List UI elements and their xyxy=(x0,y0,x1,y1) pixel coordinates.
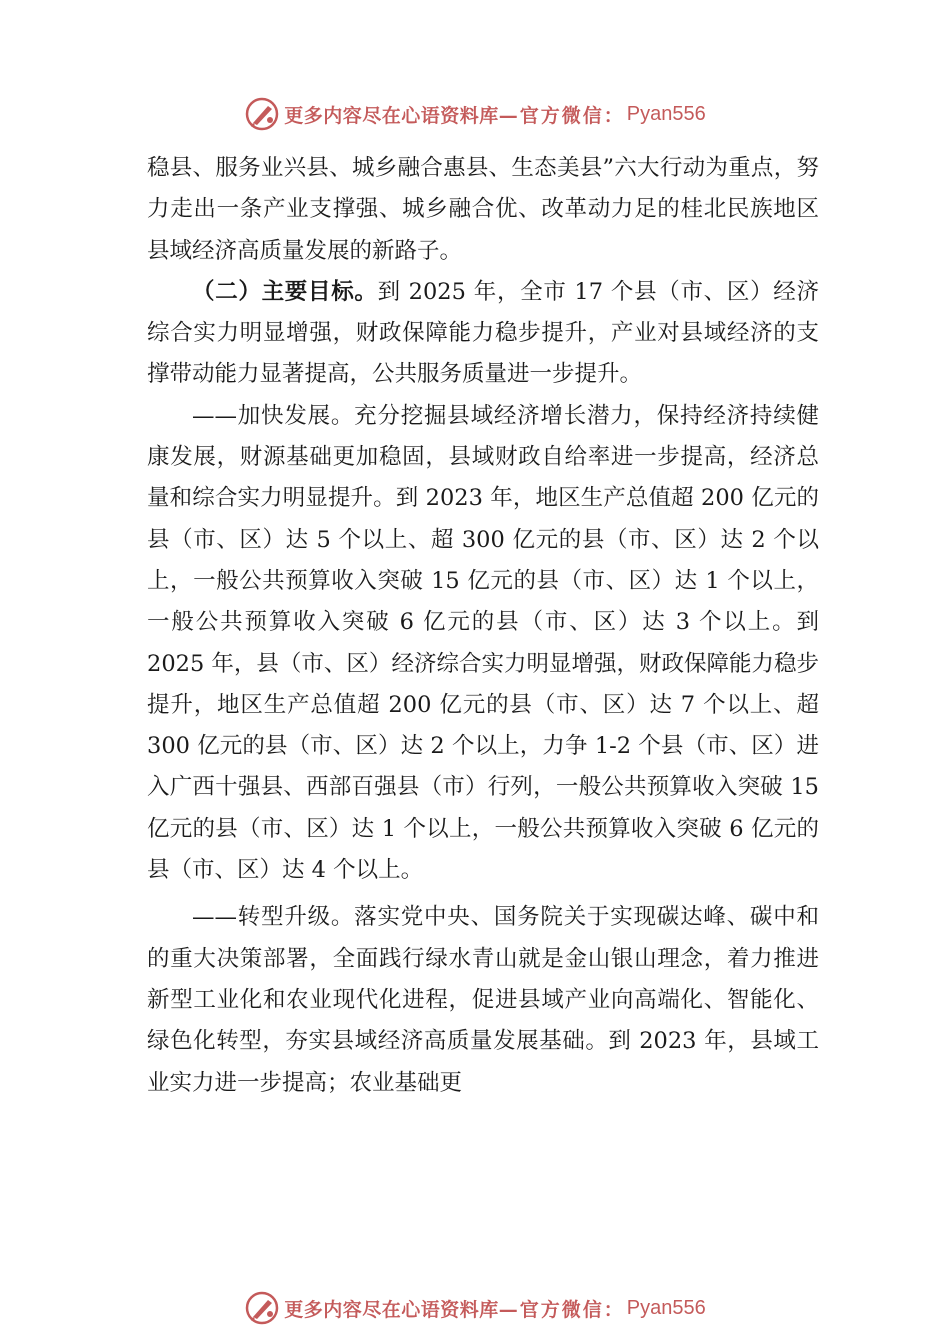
banner-wechat-id: Pyan556 xyxy=(626,1296,706,1319)
banner-sub-text: —官方微信： xyxy=(498,1298,625,1321)
banner-sub-text: —官方微信： xyxy=(498,104,625,127)
paragraph-4 xyxy=(147,897,819,1103)
paragraph-4-text: ——转型升级。落实党中央、国务院关于实现碳达峰、碳中和的重大决策部署，全面践行绿水青山就是金山银山理念，着力推进新型工业化和农业现代化进程，促进县域产业向高端化、智能化、绿色化转型，夯实县域经济高质量发展基础。到 2023 年，县域工业实力进一步提高；农业基础更 xyxy=(147,904,819,1096)
pen-seal-logo-icon xyxy=(244,1290,280,1326)
banner-main-text: 更多内容尽在心语资料库 xyxy=(284,104,499,127)
paragraph-2 xyxy=(147,272,819,396)
paragraph-2-text: 到 2025 年，全市 17 个县（市、区）经济综合实力明显增强，财政保障能力稳步提升，产业对县域经济的支撑带动能力显著提高，公共服务质量进一步提升。 xyxy=(147,278,819,388)
pen-seal-logo-icon xyxy=(244,96,280,132)
paragraph-3 xyxy=(147,396,819,892)
header-banner xyxy=(0,92,950,136)
paragraph-3-text: ——加快发展。充分挖掘县域经济增长潜力，保持经济持续健康发展，财源基础更加稳固，县域财政自给率进一步提高，经济总量和综合实力明显提升。到 2023 年，地区生产总值超 200 亿元的县（市、区）达 5 个以上、超 300 亿元的县（市、区）达 2 个以上，一般公共预算收入突破 15 亿元的县（市、区）达 1 个以上，一般公共预算收入突破 6 亿元的县（市、区）达 3 个以上。到 2025 年，县（市、区）经济综合实力明显增强，财政保障能力稳步提升，地区生产总值超 200 亿元的县（市、区）达 7 个以上、超 300 亿元的县（市、区）达 2 个以上，力争 1-2 个县（市、区）进入广西十强县、西部百强县（市）行列，一般公共预算收入突破 15 亿元的县（市、区）达 1 个以上，一般公共预算收入突破 6 亿元的县（市、区）达 4 个以上。 xyxy=(147,402,819,884)
banner-main-text: 更多内容尽在心语资料库 xyxy=(284,1298,499,1321)
document-body xyxy=(147,148,819,1104)
footer-banner xyxy=(0,1286,950,1330)
paragraph-1-text: 稳县、服务业兴县、城乡融合惠县、生态美县”六大行动为重点，努力走出一条产业支撑强、城乡融合优、改革动力足的桂北民族地区县域经济高质量发展的新路子。 xyxy=(147,155,819,264)
section-heading-main-goals: （二）主要目标。 xyxy=(192,278,378,305)
banner-wechat-id: Pyan556 xyxy=(626,102,706,125)
paragraph-1 xyxy=(147,148,819,272)
